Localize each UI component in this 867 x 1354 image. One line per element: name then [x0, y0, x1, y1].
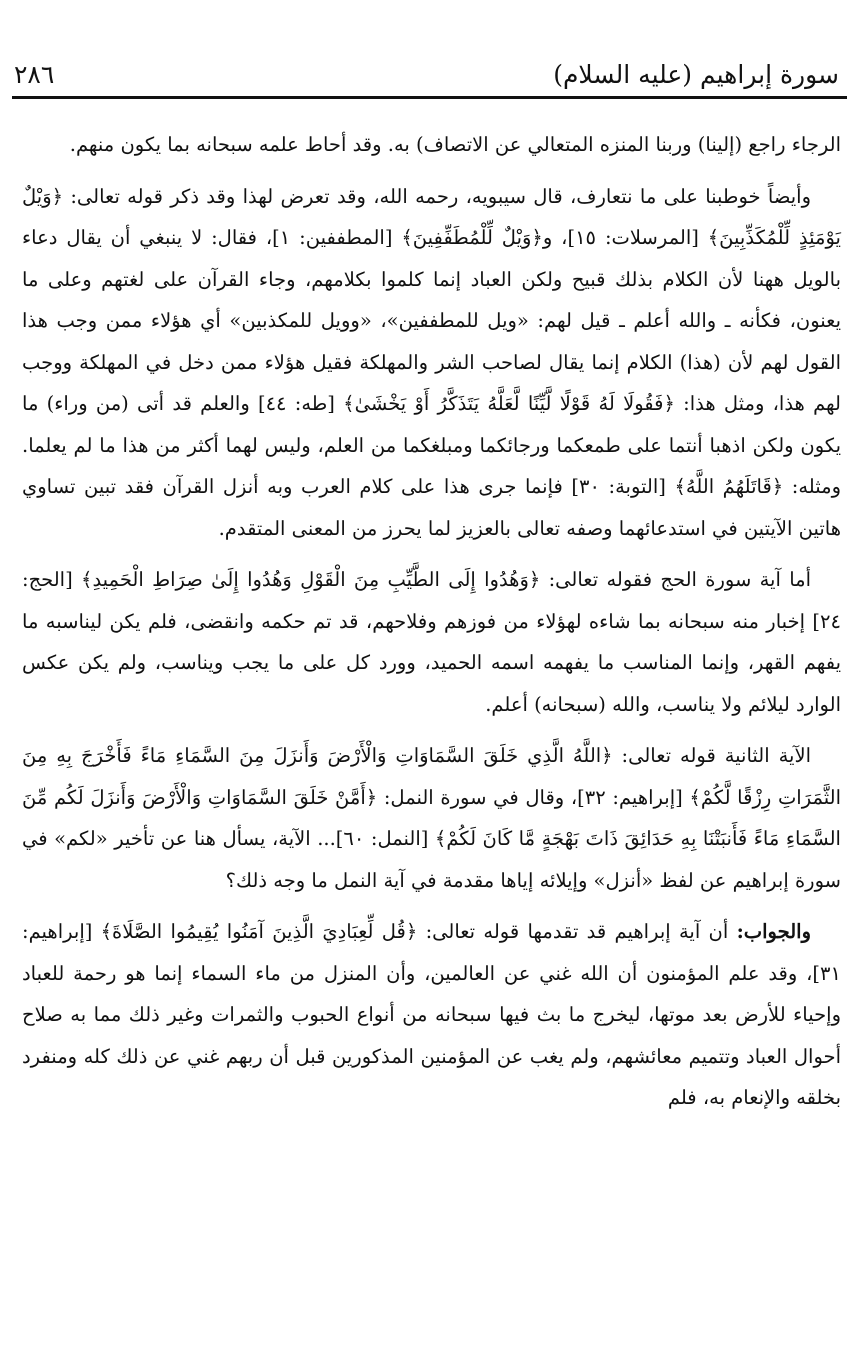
paragraph-1: الرجاء راجع (إلينا) وربنا المنزه المتعالي عن الاتصاف) به. وقد أحاط علمه سبحانه بما يكون منهم. [69, 133, 841, 156]
answer-label: والجواب: [736, 920, 811, 943]
header-rule [12, 96, 847, 99]
paragraph-2: وأيضاً خوطبنا على ما نتعارف، قال سيبويه، رحمه الله، وقد تعرض لهذا وقد ذكر قوله تعالى: ﴿وَيْلٌ يَوْمَئِذٍ لِّلْمُكَذِّبِينَ﴾ [المرسلات: ١٥]، و﴿وَيْلٌ لِّلْمُطَفِّفِينَ﴾ [المطففين: ١]، فقال: لا ينبغي أن يقال دعاء بالويل ههنا لأن الكلام بذلك قبيح ولكن العباد إنما كلموا بكلامهم، وجاء القرآن على لغتهم وعلى ما يعنون، فكأنه ـ والله أعلم ـ قيل لهم: «ويل للمطففين»، «وويل للمكذبين» أي هؤلاء ممن وجب هذا القول لهم لأن (هذا) الكلام إنما يقال لصاحب الشر والمهلكة فقيل هؤلاء ممن دخل في المهلكة ووجب لهم هذا، ومثل هذا: ﴿فَقُولَا لَهُ قَوْلًا لَّيِّنًا لَّعَلَّهُ يَتَذَكَّرُ أَوْ يَخْشَىٰ﴾ [طه: ٤٤] والعلم قد أتى (من وراء) ما يكون ولكن اذهبا أنتما على طمعكما ورجائكما ومبلغكما من العلم، وليس لهما أكثر من هذا ما لم يعلما. ومثله: ﴿قَاتَلَهُمُ اللَّهُ﴾ [التوبة: ٣٠] فإنما جرى هذا على كلام العرب وبه أنزل القرآن فقد تبين تساوي هاتين الآيتين في استدعائهما وصفه تعالى بالعزيز لما يحرز من المعنى المتقدم. [22, 184, 841, 540]
page-number: ٢٨٦ [14, 60, 55, 89]
paragraph-3: أما آية سورة الحج فقوله تعالى: ﴿وَهُدُوا إِلَى الطَّيِّبِ مِنَ الْقَوْلِ وَهُدُوا إِلَىٰ صِرَاطِ الْحَمِيدِ﴾ [الحج: ٢٤] إخبار منه سبحانه بما شاءه لهؤلاء من فوزهم وفلاحهم، قد تم حكمه وانقضى، فلم يكن ليناسبه ما يفهم القهر، وإنما المناسب ما يفهمه اسمه الحميد، وورد كل على ما يجب ويناسب، ولم يكن عكس الوارد ليلائم ولا يناسب، والله (سبحانه) أعلم. [22, 568, 841, 716]
answer-text: أن آية إبراهيم قد تقدمها قوله تعالى: ﴿قُل لِّعِبَادِيَ الَّذِينَ آمَنُوا يُقِيمُوا الصَّلَاةَ﴾ [إبراهيم: ٣١]، وقد علم المؤمنون أن الله غني عن العالمين، وأن المنزل من ماء السماء إنما هو رحمة للعباد وإحياء للأرض بعد موتها، ليخرج ما بث فيها سبحانه من أنواع الحبوب والثمرات وغير ذلك مما به صلاح أحوال العباد وتتميم معائشهم، ولم يغب عن المؤمنين المذكورين قبل أن ربهم غني عن ذلك كله ومنفرد بخلقه والإنعام به، فلم [22, 920, 841, 1109]
answer-paragraph [22, 911, 841, 1119]
running-header [0, 52, 867, 100]
body-text [22, 124, 841, 1119]
chapter-title: سورة إبراهيم (عليه السلام) [553, 60, 839, 89]
paragraph-4: الآية الثانية قوله تعالى: ﴿اللَّهُ الَّذِي خَلَقَ السَّمَاوَاتِ وَالْأَرْضَ وَأَنزَلَ مِنَ السَّمَاءِ مَاءً فَأَخْرَجَ بِهِ مِنَ الثَّمَرَاتِ رِزْقًا لَّكُمْ﴾ [إبراهيم: ٣٢]، وقال في سورة النمل: ﴿أَمَّنْ خَلَقَ السَّمَاوَاتِ وَالْأَرْضَ وَأَنزَلَ لَكُم مِّنَ السَّمَاءِ مَاءً فَأَنبَتْنَا بِهِ حَدَائِقَ ذَاتَ بَهْجَةٍ مَّا كَانَ لَكُمْ﴾ [النمل: ٦٠]... الآية، يسأل هنا عن تأخير «لكم» في سورة إبراهيم عن لفظ «أنزل» وإيلائه إياها مقدمة في آية النمل ما وجه ذلك؟ [22, 744, 841, 892]
